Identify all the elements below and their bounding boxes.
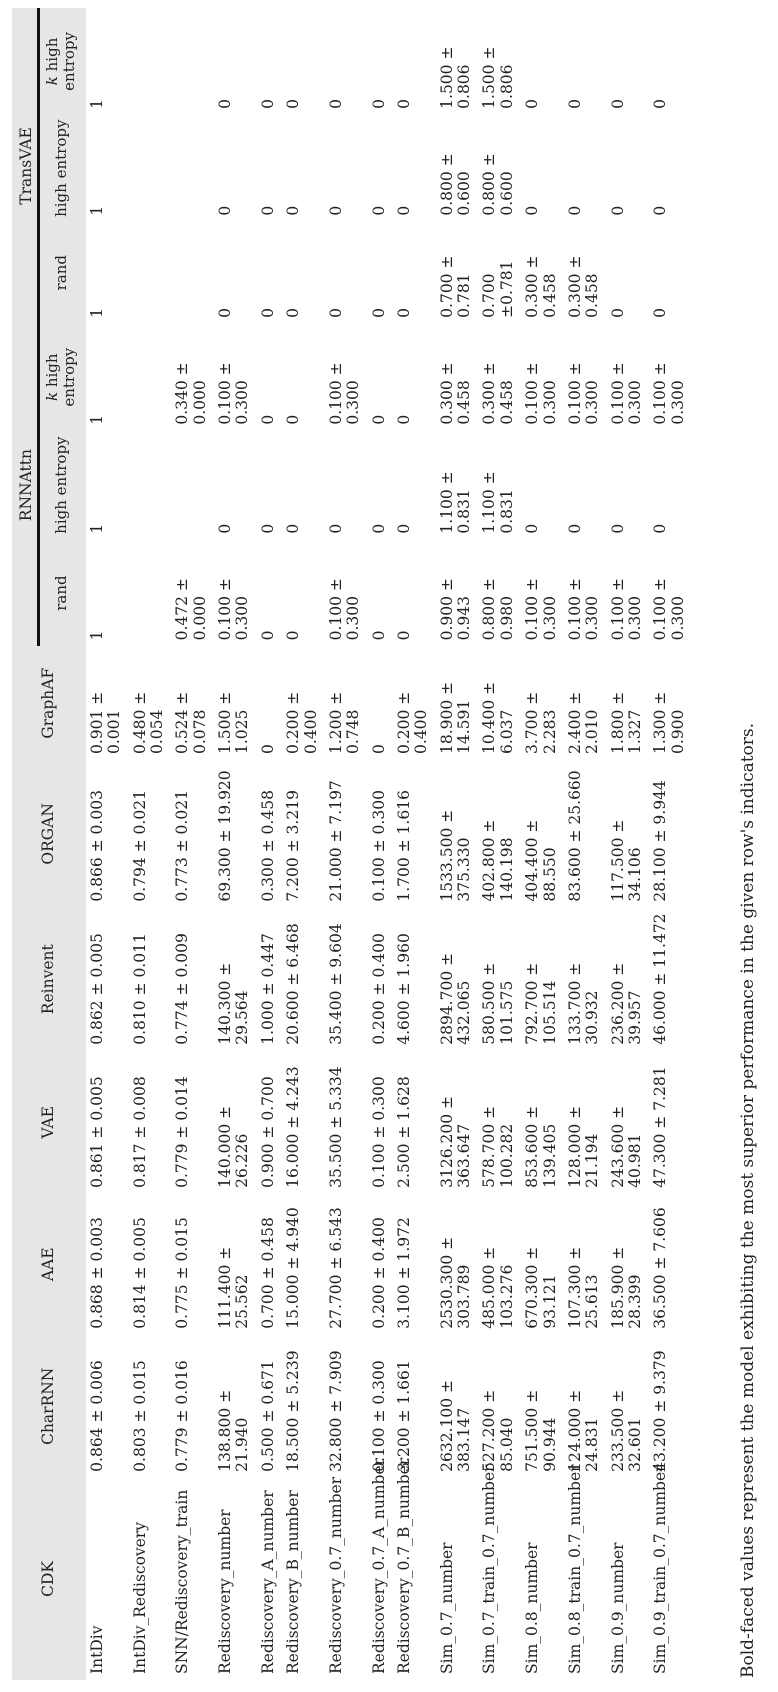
table-cell: 1 — [87, 307, 106, 318]
table-cell: 792.700 ± 105.514 — [523, 962, 559, 1045]
table-row — [171, 8, 214, 1680]
table-cell: 0.100 ± 0.300 — [216, 578, 252, 641]
table-cell: 0 — [369, 307, 388, 318]
table-cell: 0.810 ± 0.011 — [130, 933, 149, 1045]
column-header-cdk: CDK — [12, 1478, 86, 1680]
table-cell: 0 — [651, 307, 670, 318]
table-cell: 35.500 ± 5.334 — [326, 1066, 345, 1188]
table-cell: 0.862 ± 0.005 — [87, 933, 106, 1045]
table-cell: 527.200 ± 85.040 — [480, 1389, 516, 1472]
table-cell: 853.600 ± 139.405 — [523, 1105, 559, 1188]
column-header: ORGAN — [12, 760, 86, 908]
table-cell: 1.100 ± 0.831 — [480, 471, 516, 534]
table-cell: 0.300 ± 0.458 — [258, 790, 277, 902]
row-label: IntDiv — [87, 1625, 106, 1674]
table-row — [607, 8, 650, 1680]
table-cell: 0 — [326, 98, 345, 109]
subcolumn-label: rand — [51, 255, 70, 291]
table-cell — [129, 115, 172, 222]
table-cell: 0.472 ± 0.000 — [173, 578, 209, 641]
row-label: Rediscovery_0.7_number — [326, 1476, 345, 1674]
table-cell: 43.200 ± 9.379 — [651, 1350, 670, 1472]
table-cell: 0.480 ± 0.054 — [130, 691, 167, 754]
table-row — [564, 8, 607, 1680]
table-cell: 2632.100 ± 383.147 — [437, 1379, 474, 1472]
table-cell: 0.100 ± 0.300 — [565, 578, 602, 641]
table-cell — [129, 222, 172, 324]
table-cell: 35.400 ± 9.604 — [326, 923, 345, 1045]
table-cell: 2530.300 ± 303.789 — [437, 1236, 474, 1329]
table-cell: 0 — [565, 205, 584, 216]
table-cell: 1.500 ± 1.025 — [216, 691, 252, 754]
table-cell: 0.800 ± 0.600 — [437, 153, 474, 216]
table-cell: 111.400 ± 25.562 — [216, 1246, 252, 1329]
subcolumn-k: k — [43, 391, 62, 402]
row-label: Sim_0.8_number — [523, 1542, 542, 1674]
table-cell: 0.100 ± 0.300 — [608, 578, 644, 641]
table-cell: 0.100 ± 0.300 — [216, 362, 252, 425]
table-cell: 7.200 ± 3.219 — [284, 790, 303, 902]
table-cell: 404.400 ± 88.550 — [523, 819, 559, 902]
table-cell: 36.500 ± 7.606 — [651, 1207, 670, 1329]
column-header: GraphAF — [12, 646, 86, 760]
subcolumn-header — [40, 540, 86, 647]
table-row — [214, 8, 257, 1680]
subcolumn-k: k — [43, 76, 62, 86]
table-cell: 4.600 ± 1.960 — [394, 933, 413, 1045]
table-row — [436, 8, 479, 1680]
table-cell: 1.000 ± 0.447 — [258, 933, 277, 1045]
table-cell — [129, 431, 172, 540]
table-cell: 18.500 ± 5.239 — [284, 1350, 303, 1472]
table-cell: 0.800 ± 0.980 — [480, 578, 516, 641]
table-cell: 140.300 ± 29.564 — [216, 962, 252, 1045]
table-cell: 1.500 ± 0.806 — [437, 46, 474, 109]
table-cell: 0.100 ± 0.300 — [523, 578, 559, 641]
row-label: Sim_0.8_train_0.7_number — [565, 1464, 584, 1674]
table-cell — [129, 540, 172, 647]
table-cell: 0 — [216, 523, 235, 534]
table-cell: 0 — [284, 630, 303, 641]
table-cell: 0 — [258, 630, 277, 641]
table-cell: 16.000 ± 4.243 — [284, 1066, 303, 1188]
table-cell: 18.900 ± 14.591 — [437, 681, 474, 754]
row-label: Rediscovery_A_number — [258, 1490, 277, 1674]
table-cell: 0.300 ± 0.458 — [437, 362, 474, 425]
table-cell: 3.700 ± 2.283 — [523, 691, 559, 754]
table-cell: 0.864 ± 0.006 — [87, 1360, 106, 1472]
table-cell: 28.100 ± 9.944 — [651, 780, 670, 902]
table-cell: 402.800 ± 140.198 — [480, 819, 516, 902]
table-cell: 578.700 ± 100.282 — [480, 1105, 516, 1188]
table-cell: 2894.700 ± 432.065 — [437, 952, 474, 1045]
table-cell: 0.803 ± 0.015 — [130, 1360, 149, 1472]
table-cell: 0.774 ± 0.009 — [173, 933, 192, 1045]
table-cell: 15.000 ± 4.940 — [284, 1207, 303, 1329]
table-cell: 0.100 ± 0.300 — [326, 362, 363, 425]
table-cell: 0.800 ± 0.600 — [480, 153, 516, 216]
results-table — [12, 8, 692, 1680]
table-cell: 580.500 ± 101.575 — [480, 962, 516, 1045]
table-cell: 0 — [284, 98, 303, 109]
subcolumn-label: high entropy — [43, 32, 79, 91]
table-cell: 83.600 ± 25.660 — [565, 770, 584, 902]
table-cell — [171, 431, 214, 540]
table-cell — [129, 8, 172, 115]
table-cell: 138.800 ± 21.940 — [216, 1389, 252, 1472]
column-header: CharRNN — [12, 1335, 86, 1478]
table-cell: 0 — [523, 98, 542, 109]
table-cell: 3.200 ± 1.661 — [394, 1360, 413, 1472]
table-header — [12, 8, 86, 1680]
row-label: Sim_0.7_number — [437, 1542, 456, 1674]
table-row — [257, 8, 282, 1680]
row-label: SNN/Rediscovery_train — [173, 1489, 192, 1674]
table-row — [521, 8, 564, 1680]
table-cell: 0 — [258, 414, 277, 425]
row-label: IntDiv_Rediscovery — [130, 1521, 149, 1674]
table-cell: 0 — [608, 307, 627, 318]
table-cell: 21.000 ± 7.197 — [326, 780, 345, 902]
table-cell: 0.866 ± 0.003 — [87, 790, 106, 902]
table-cell: 128.000 ± 21.194 — [565, 1105, 602, 1188]
table-cell: 0.100 ± 0.300 — [523, 362, 559, 425]
table-cell — [171, 222, 214, 324]
subcolumn-header — [40, 115, 86, 222]
table-cell: 0.200 ± 0.400 — [369, 933, 388, 1045]
table-cell — [129, 324, 172, 431]
row-label: Rediscovery_0.7_B_number — [394, 1457, 413, 1674]
table-cell: 0 — [216, 98, 235, 109]
table-cell: 0.100 ± 0.300 — [651, 578, 687, 641]
table-cell: 0 — [394, 205, 413, 216]
table-cell: 0.700 ± 0.458 — [258, 1217, 277, 1329]
table-cell: 0 — [565, 523, 584, 534]
table-cell: 0.100 ± 0.300 — [369, 1076, 388, 1188]
row-label: Sim_0.7_train_0.7_number — [480, 1464, 499, 1674]
table-cell: 3126.200 ± 363.647 — [437, 1096, 474, 1188]
table-cell: 0.868 ± 0.003 — [87, 1217, 106, 1329]
table-cell: 0 — [258, 523, 277, 534]
table-cell: 0.100 ± 0.300 — [608, 362, 644, 425]
table-cell: 0.100 ± 0.300 — [369, 1360, 388, 1472]
table-cell: 0 — [369, 414, 388, 425]
table-cell: 0 — [651, 98, 670, 109]
table-cell: 0.100 ± 0.300 — [369, 790, 388, 902]
row-label: Rediscovery_number — [216, 1509, 235, 1674]
table-cell: 0.200 ± 0.400 — [369, 1217, 388, 1329]
table-cell: 0.775 ± 0.015 — [173, 1217, 192, 1329]
subcolumn-header — [40, 8, 86, 115]
table-cell: 69.300 ± 19.920 — [216, 770, 235, 902]
table-cell: 2.400 ± 2.010 — [565, 691, 602, 754]
table-cell: 0.300 ± 0.458 — [480, 362, 516, 425]
table-cell: 0 — [394, 414, 413, 425]
table-cell: 0 — [369, 630, 388, 641]
subcolumn-header — [40, 431, 86, 540]
table-row — [325, 8, 368, 1680]
table-cell: 10.400 ± 6.037 — [480, 681, 516, 754]
table-cell: 0 — [608, 205, 627, 216]
table-cell: 133.700 ± 30.932 — [565, 962, 602, 1045]
table-cell: 47.300 ± 7.281 — [651, 1066, 670, 1188]
table-cell: 0.773 ± 0.021 — [173, 790, 192, 902]
table-cell: 0 — [258, 98, 277, 109]
table-cell — [171, 8, 214, 115]
table-cell: 0 — [284, 414, 303, 425]
table-row — [478, 8, 521, 1680]
table-cell: 0 — [394, 630, 413, 641]
table-cell: 0 — [216, 205, 235, 216]
table-cell: 0.524 ± 0.078 — [173, 691, 209, 754]
table-row — [393, 8, 436, 1680]
table-cell: 117.500 ± 34.106 — [608, 819, 644, 902]
table-cell: 0.100 ± 0.300 — [651, 362, 687, 425]
table-row — [86, 8, 129, 1680]
table-cell: 0 — [284, 205, 303, 216]
table-cell — [171, 115, 214, 222]
table-cell: 0.794 ± 0.021 — [130, 790, 149, 902]
table-row — [129, 8, 172, 1680]
table-cell: 0 — [284, 523, 303, 534]
table-cell: 751.500 ± 90.944 — [523, 1389, 559, 1472]
table-cell: 0 — [608, 98, 627, 109]
table-cell: 0 — [258, 307, 277, 318]
table-cell: 0 — [326, 205, 345, 216]
table-cell: 0 — [651, 523, 670, 534]
table-cell: 1 — [87, 205, 106, 216]
table-cell: 0.779 ± 0.016 — [173, 1360, 192, 1472]
table-cell: 0.901 ± 0.001 — [87, 691, 124, 754]
table-cell: 0 — [326, 523, 345, 534]
table-cell: 0.200 ± 0.400 — [394, 691, 431, 754]
table-cell: 0.200 ± 0.400 — [284, 691, 320, 754]
table-row — [282, 8, 325, 1680]
table-cell: 107.300 ± 25.613 — [565, 1246, 602, 1329]
table-cell: 0.500 ± 0.671 — [258, 1360, 277, 1472]
table-cell: 0.814 ± 0.005 — [130, 1217, 149, 1329]
table-cell: 0 — [608, 523, 627, 534]
table-cell: 0 — [326, 307, 345, 318]
row-label: Rediscovery_0.7_A_number — [369, 1457, 388, 1674]
table-cell: 1 — [87, 98, 106, 109]
table-cell: 20.600 ± 6.468 — [284, 923, 303, 1045]
table-cell: 27.700 ± 6.543 — [326, 1207, 345, 1329]
table-cell: 0 — [216, 307, 235, 318]
table-cell: 1.200 ± 0.748 — [326, 691, 363, 754]
row-label: Sim_0.9_number — [608, 1542, 627, 1674]
table-cell: 1 — [87, 523, 106, 534]
table-row — [368, 8, 393, 1680]
subcolumn-label: high entropy — [43, 347, 79, 407]
column-header: VAE — [12, 1051, 86, 1194]
table-cell: 32.800 ± 7.909 — [326, 1350, 345, 1472]
table-cell: 0 — [369, 523, 388, 534]
table-cell: 0.900 ± 0.700 — [258, 1076, 277, 1188]
table-cell: 0.300 ± 0.458 — [523, 255, 559, 318]
group-header-rnnattn: RNNAttn — [12, 324, 39, 647]
table-cell: 0 — [394, 98, 413, 109]
column-header: Reinvent — [12, 908, 86, 1051]
table-cell: 0.700 ±0.781 — [480, 260, 516, 318]
table-cell: 3.100 ± 1.972 — [394, 1217, 413, 1329]
table-cell: 0 — [394, 307, 413, 318]
table-cell: 670.300 ± 93.121 — [523, 1246, 559, 1329]
table-cell: 0 — [523, 523, 542, 534]
table-cell: 1 — [87, 630, 106, 641]
table-cell: 233.500 ± 32.601 — [608, 1389, 644, 1472]
table-cell: 185.900 ± 28.399 — [608, 1246, 644, 1329]
table-cell: 0 — [258, 205, 277, 216]
table-cell: 1.500 ± 0.806 — [480, 46, 516, 109]
table-cell: 236.200 ± 39.957 — [608, 962, 644, 1045]
subcolumn-label: high entropy — [51, 119, 70, 217]
column-header: AAE — [12, 1194, 86, 1335]
table-body — [86, 8, 692, 1680]
table-cell: 0.861 ± 0.005 — [87, 1076, 106, 1188]
table-cell: 1.100 ± 0.831 — [437, 471, 474, 534]
row-label: Rediscovery_B_number — [284, 1490, 303, 1674]
table-cell: 2.500 ± 1.628 — [394, 1076, 413, 1188]
table-cell: 1533.500 ± 375.330 — [437, 809, 474, 902]
table-cell: 0 — [258, 744, 277, 754]
table-cell: 0.700 ± 0.781 — [437, 255, 474, 318]
table-cell: 1.300 ± 0.900 — [651, 691, 687, 754]
table-cell: 1 — [87, 414, 106, 425]
table-row — [649, 8, 692, 1680]
table-cell: 0 — [369, 744, 388, 754]
table-cell: 0 — [651, 205, 670, 216]
table-cell: 485.000 ± 103.276 — [480, 1246, 516, 1329]
table-cell: 140.000 ± 26.226 — [216, 1105, 252, 1188]
table-cell: 0.300 ± 0.458 — [565, 255, 602, 318]
subcolumn-header — [40, 324, 86, 431]
subcolumn-header — [40, 222, 86, 324]
table-cell: 0 — [369, 98, 388, 109]
table-cell: 0.100 ± 0.300 — [565, 362, 602, 425]
table-cell: 124.000 ± 24.831 — [565, 1389, 602, 1472]
table-caption: Bold-faced values represent the model exhibiting the most superior performance in the given row's indicators. — [738, 722, 758, 1678]
row-label: Sim_0.9_train_0.7_number — [651, 1464, 670, 1674]
table-cell: 0 — [565, 98, 584, 109]
table-cell: 0.340 ± 0.000 — [173, 362, 209, 425]
table-cell: 0 — [523, 205, 542, 216]
table-cell: 0.900 ± 0.943 — [437, 578, 474, 641]
table-cell: 0 — [284, 307, 303, 318]
table-cell: 1.800 ± 1.327 — [608, 691, 644, 754]
table-cell: 0 — [369, 205, 388, 216]
table-cell: 243.600 ± 40.981 — [608, 1105, 644, 1188]
table-cell: 46.000 ± 11.472 — [651, 913, 670, 1045]
subcolumn-label: high entropy — [51, 436, 70, 534]
group-header-transvae: TransVAE — [12, 8, 39, 324]
subcolumn-label: rand — [51, 575, 70, 611]
table-cell: 1.700 ± 1.616 — [394, 790, 413, 902]
table-cell: 0.779 ± 0.014 — [173, 1076, 192, 1188]
table-cell: 0 — [394, 523, 413, 534]
table-cell: 0.817 ± 0.008 — [130, 1076, 149, 1188]
table-cell: 0.100 ± 0.300 — [326, 578, 363, 641]
